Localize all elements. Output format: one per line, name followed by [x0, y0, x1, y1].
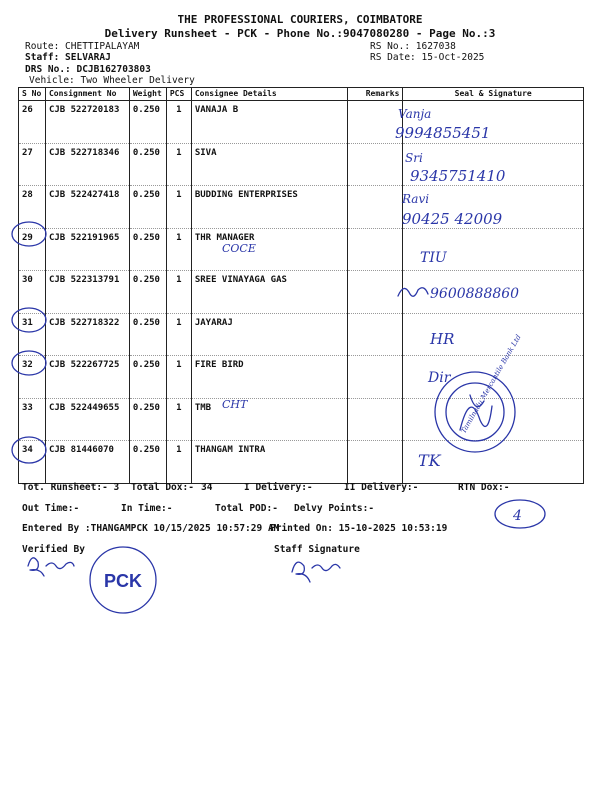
cell-weight: 0.250: [129, 228, 166, 271]
col-header-seal: Seal & Signature: [403, 88, 584, 101]
cell-sno: 29: [19, 228, 46, 271]
pck-stamp-text: PCK: [103, 571, 143, 591]
remark-33: CHT: [222, 398, 248, 411]
remark-29: COCE: [222, 242, 256, 255]
cell-weight: 0.250: [129, 186, 166, 229]
pck-stamp: [90, 547, 156, 613]
round-seal-stamp: [435, 333, 523, 452]
cell-consignee: FIRE BIRD: [191, 356, 348, 399]
circle-mark-31: [12, 308, 46, 332]
route-label: Route: CHETTIPALAYAM: [25, 41, 140, 52]
cell-weight: 0.250: [129, 101, 166, 144]
cell-sno: 34: [19, 441, 46, 484]
delvy-points: Delvy Points:-: [294, 503, 375, 514]
cell-pcs: 1: [166, 398, 191, 441]
signature-thangam: TK: [418, 451, 441, 470]
cell-sno: 30: [19, 271, 46, 314]
cell-sno: 33: [19, 398, 46, 441]
cell-pcs: 1: [166, 143, 191, 186]
cell-consignee: THANGAM INTRA: [191, 441, 348, 484]
signature-siva: Sri: [405, 151, 423, 165]
in-time: In Time:-: [121, 503, 173, 514]
circle-mark-29: [12, 222, 46, 246]
phone-vanaja: 9994855451: [395, 124, 491, 142]
signature-jayaraj: HR: [430, 330, 455, 348]
col-header-remarks: Remarks: [348, 88, 403, 101]
cell-consignment: CJB 522313791: [45, 271, 129, 314]
cell-consignment: CJB 522267725: [45, 356, 129, 399]
cell-pcs: 1: [166, 356, 191, 399]
col-header-consignment: Consignment No: [45, 88, 129, 101]
cell-consignee: SREE VINAYAGA GAS: [191, 271, 348, 314]
cell-consignee: TMB: [191, 398, 348, 441]
cell-sno: 26: [19, 101, 46, 144]
cell-consignment: CJB 522449655: [45, 398, 129, 441]
cell-consignment: CJB 81446070: [45, 441, 129, 484]
total-dox-value: 34: [201, 482, 213, 493]
drs-number: DRS No.: DCJB162703803: [25, 64, 151, 75]
ii-delivery: II Delivery:-: [344, 482, 419, 493]
col-header-pcs: PCS: [166, 88, 191, 101]
cell-weight: 0.250: [129, 356, 166, 399]
col-header-sno: S No: [19, 88, 46, 101]
signature-thr: TIU: [420, 250, 447, 266]
i-delivery: I Delivery:-: [244, 482, 313, 493]
cell-consignee: SIVA: [191, 143, 348, 186]
cell-weight: 0.250: [129, 398, 166, 441]
seal-text: Tamilnadu Mercantile Bank Ltd: [459, 333, 523, 435]
verified-by-label: Verified By: [22, 544, 85, 555]
cell-sno: 31: [19, 313, 46, 356]
cell-consignment: CJB 522720183: [45, 101, 129, 144]
scribble-30: [398, 288, 428, 297]
rtn-dox: RTN Dox:-: [458, 482, 510, 493]
cell-pcs: 1: [166, 186, 191, 229]
phone-vinayaga: 9600888860: [430, 286, 520, 302]
cell-consignment: CJB 522191965: [45, 228, 129, 271]
staff-signature-label: Staff Signature: [274, 544, 360, 555]
signature-firebird: Dir: [428, 370, 451, 386]
rs-number: RS No.: 1627038: [370, 41, 456, 52]
cell-sno: 28: [19, 186, 46, 229]
company-title: THE PROFESSIONAL COURIERS, COIMBATORE: [177, 13, 423, 26]
staff-label: Staff: SELVARAJ: [25, 52, 111, 63]
cell-consignment: CJB 522718322: [45, 313, 129, 356]
printed-on: Printed On: 15-10-2025 10:53:19: [270, 523, 448, 534]
phone-siva: 9345751410: [410, 167, 506, 185]
cell-pcs: 1: [166, 228, 191, 271]
circled-count-text: 4: [513, 508, 522, 524]
cell-weight: 0.250: [129, 313, 166, 356]
cell-consignment: CJB 522427418: [45, 186, 129, 229]
cell-sno: 27: [19, 143, 46, 186]
cell-pcs: 1: [166, 271, 191, 314]
signature-budding: Ravi: [402, 192, 430, 206]
cell-sno: 32: [19, 356, 46, 399]
cell-consignee: THR MANAGER: [191, 228, 348, 271]
circle-mark-34: [12, 437, 46, 463]
tot-runsheet: Tot. Runsheet:- 3: [22, 482, 120, 493]
col-header-weight: Weight: [129, 88, 166, 101]
cell-pcs: 1: [166, 101, 191, 144]
cell-consignee: BUDDING ENTERPRISES: [191, 186, 348, 229]
vehicle-label: Vehicle: Two Wheeler Delivery: [29, 75, 195, 86]
cell-consignee: JAYARAJ: [191, 313, 348, 356]
cell-consignment: CJB 522718346: [45, 143, 129, 186]
total-dox-label: Total Dox:-: [131, 482, 194, 493]
cell-weight: 0.250: [129, 271, 166, 314]
staff-signature-scribble: [292, 562, 340, 582]
total-pod: Total POD:-: [215, 503, 278, 514]
verified-by-signature: [28, 558, 74, 576]
entered-by: Entered By :THANGAMPCK 10/15/2025 10:57:29 AM: [22, 523, 280, 534]
rs-date: RS Date: 15-Oct-2025: [370, 52, 485, 63]
cell-pcs: 1: [166, 313, 191, 356]
runsheet-subtitle: Delivery Runsheet - PCK - Phone No.:9047080280 - Page No.:3: [104, 27, 496, 40]
cell-pcs: 1: [166, 441, 191, 484]
col-header-consignee: Consignee Details: [191, 88, 348, 101]
cell-weight: 0.250: [129, 143, 166, 186]
out-time: Out Time:-: [22, 503, 80, 514]
cell-weight: 0.250: [129, 441, 166, 484]
signature-vanaja: Vanja: [398, 107, 432, 121]
cell-consignee: VANAJA B: [191, 101, 348, 144]
circle-mark-32: [12, 351, 46, 375]
phone-budding: 90425 42009: [402, 210, 503, 228]
